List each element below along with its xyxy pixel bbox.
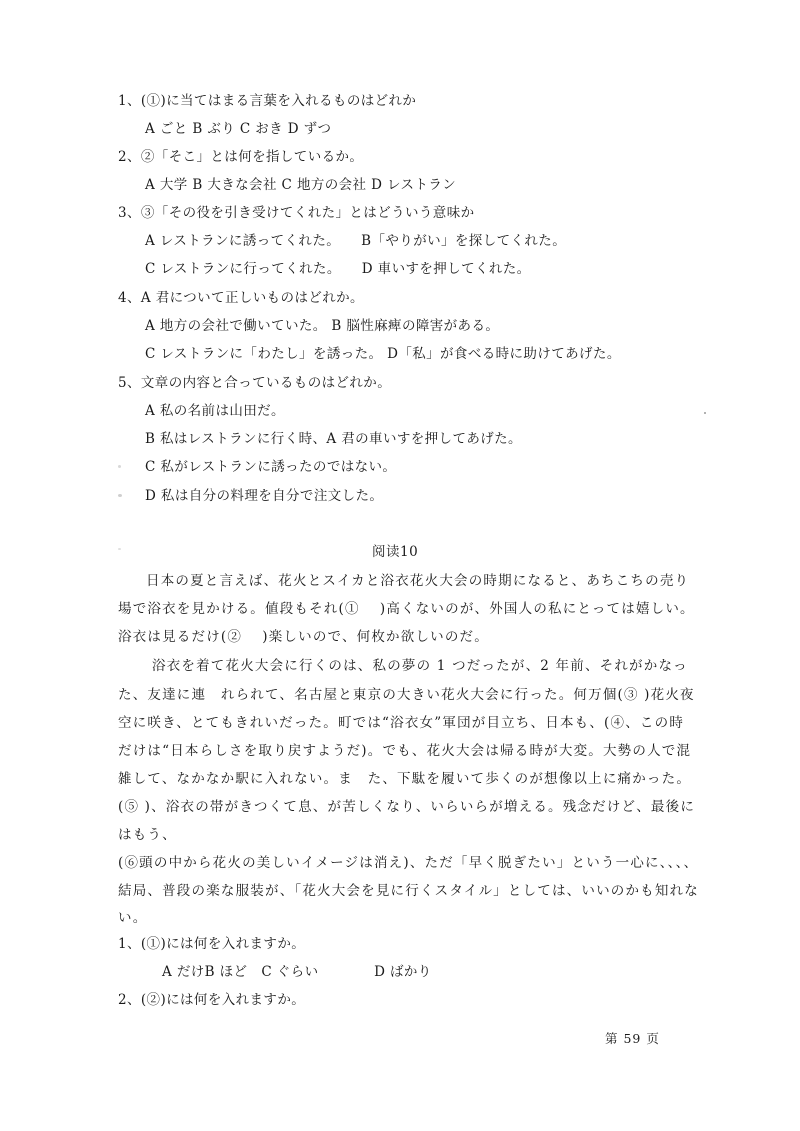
passage-line: 浴衣を着て花火大会に行くのは、私の夢の 1 つだったが、2 年前、それがかなっ — [152, 658, 688, 674]
question-4-options-cd: C レストランに「わたし」を誘った。 D「私」が食べる時に助けてあげた。 — [145, 346, 621, 362]
passage-line: だけは“日本らしさを取り戻すようだ)。でも、花火大会は帰る時が大変。大勢の人で混 — [118, 743, 692, 759]
passage-line: (⑤ )、浴衣の帯がきつくて息、が苦しくなり、いらいらが増える。残念だけど、最後に — [118, 799, 696, 815]
question-4: 4、A 君について正しいものはどれか。 — [118, 290, 364, 306]
bottom-question-2: 2、(②)には何を入れますか。 — [118, 992, 306, 1008]
question-1: 1、(①)に当てはまる言葉を入れるものはどれか — [118, 93, 417, 109]
question-5-option-d: D 私は自分の料理を自分で注文した。 — [145, 488, 384, 504]
question-2: 2、②「そこ」とは何を指しているか。 — [118, 149, 364, 165]
question-5-option-b: B 私はレストランに行く時、A 君の車いすを押してあげた。 — [145, 431, 522, 447]
passage-line: た、友達に連 れられて、名古屋と東京の大きい花火大会に行った。何万個(③ )花火夜 — [118, 687, 695, 703]
bottom-question-1: 1、(①)には何を入れますか。 — [118, 936, 306, 952]
passage-line: 場で浴衣を見かける。値段もそれ(① )高くないのが、外国人の私にとっては嬉しい。 — [118, 601, 695, 617]
scan-speck — [118, 465, 121, 468]
passage-line: 雑して、なかなか駅に入れない。ま た、下駄を履いて歩くのが想像以上に痛かった。 — [118, 771, 692, 787]
question-3-options-cd: C レストランに行ってくれた。 D 車いすを押してくれた。 — [145, 261, 531, 277]
passage-line: (⑥頭の中から花火の美しいイメージは消え)、ただ「早く脱ぎたい」という一心に、、、、 — [118, 855, 699, 871]
passage-line: 空に咲き、とてもきれいだった。町では“浴衣女”軍団が目立ち、日本も、(④、この時 — [118, 715, 685, 731]
passage-line: い。 — [118, 910, 148, 926]
scan-speck — [118, 494, 122, 497]
bottom-question-1-options: A だけB ほど C ぐらい D ばかり — [162, 964, 432, 980]
passage-line: 日本の夏と言えば、花火とスイカと浴衣花火大会の時期になると、あちこちの売り — [146, 573, 690, 589]
question-5-option-a: A 私の名前は山田だ。 — [145, 403, 285, 419]
scan-speck — [704, 412, 706, 414]
passage-line: はもう、 — [118, 827, 177, 843]
question-3-options-ab: A レストランに誘ってくれた。 B「やりがい」を探してくれた。 — [145, 233, 567, 249]
passage-line: 浴衣は見るだけ(② )楽しいので、何枚か欲しいのだ。 — [118, 629, 489, 645]
page-number: 第 59 页 — [605, 1031, 660, 1046]
scan-speck — [118, 548, 121, 550]
question-3: 3、③「その役を引き受けてくれた」とはどういう意味か — [118, 205, 475, 221]
question-4-options-ab: A 地方の会社で働いていた。 B 脳性麻痺の障害がある。 — [145, 318, 500, 334]
passage-line: 結局、普段の楽な服装が、「花火大会を見に行くスタイル」としては、いいのかも知れな — [118, 883, 699, 899]
question-5-option-c: C 私がレストランに誘ったのではない。 — [145, 459, 397, 475]
section-title: 阅读10 — [372, 544, 419, 560]
question-5: 5、文章の内容と合っているものはどれか。 — [118, 375, 392, 391]
question-2-options: A 大学 B 大きな会社 C 地方の会社 D レストラン — [145, 177, 457, 193]
question-1-options: A ごと B ぶり C おき D ずつ — [145, 121, 332, 137]
